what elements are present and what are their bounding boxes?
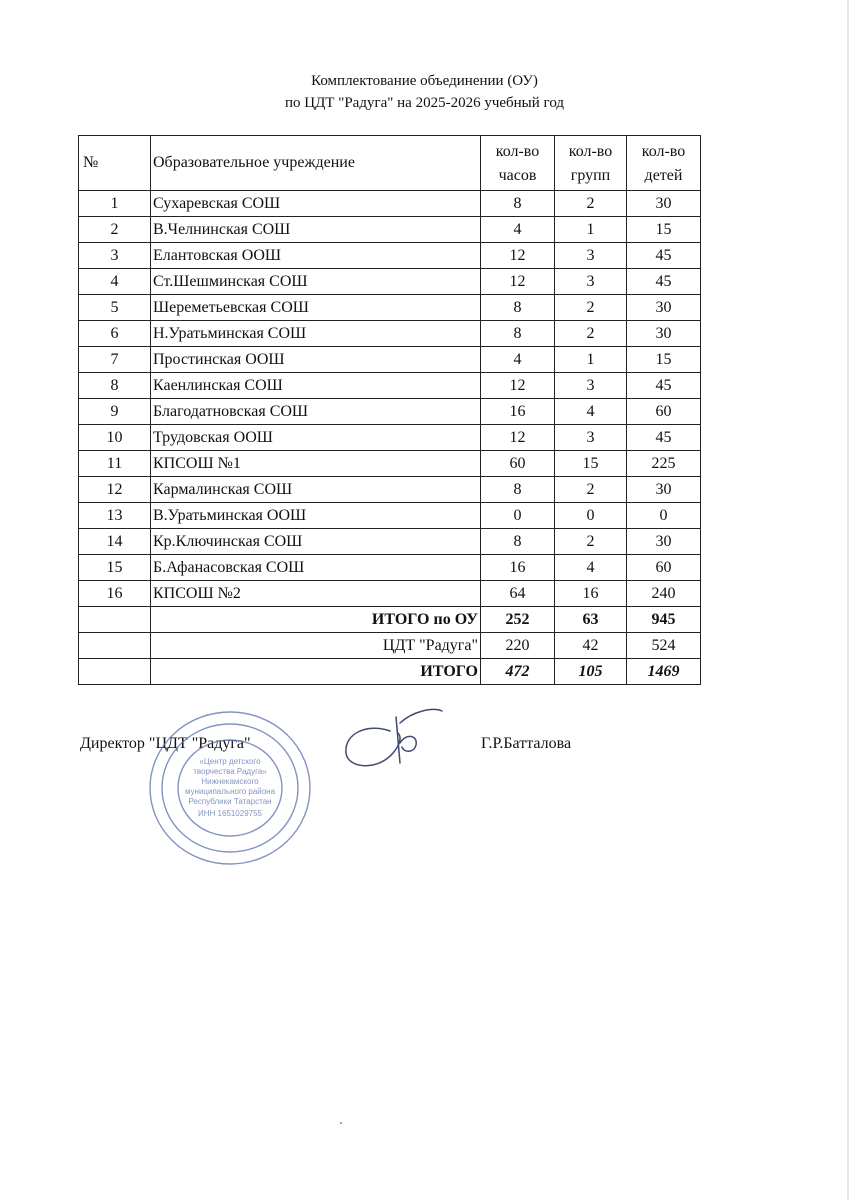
cell-hours: 64 (481, 581, 555, 607)
cell-num: 13 (79, 503, 151, 529)
cell-hours: 12 (481, 425, 555, 451)
cell-children: 15 (627, 347, 701, 373)
cell-school: Кармалинская СОШ (151, 477, 481, 503)
cell-groups: 4 (555, 555, 627, 581)
handwritten-signature (338, 703, 448, 773)
cell-children: 225 (627, 451, 701, 477)
enrollment-table (78, 135, 701, 685)
cell-children: 60 (627, 399, 701, 425)
column-header-hours-l2: часов (498, 167, 537, 184)
cell-school: Простинская ООШ (151, 347, 481, 373)
cell-hours: 8 (481, 529, 555, 555)
column-header-hours (481, 136, 555, 191)
cell-groups: 2 (555, 529, 627, 555)
total-hours: 472 (481, 659, 555, 685)
cell-children: 30 (627, 529, 701, 555)
cell-num: 8 (79, 373, 151, 399)
cell-groups: 3 (555, 425, 627, 451)
total-label: ЦДТ "Радуга" (151, 633, 481, 659)
table-row (79, 425, 701, 451)
cell-hours: 12 (481, 269, 555, 295)
column-header-groups (555, 136, 627, 191)
column-header-groups-l2: групп (570, 167, 611, 184)
director-name: Г.Р.Батталова (481, 735, 572, 752)
cell-num: 3 (79, 243, 151, 269)
cell-hours: 12 (481, 373, 555, 399)
cell-num: 10 (79, 425, 151, 451)
cell-num: 7 (79, 347, 151, 373)
table-row (79, 243, 701, 269)
total-children: 945 (627, 607, 701, 633)
table-row (79, 451, 701, 477)
column-header-children-l2: детей (644, 167, 683, 184)
total-row-cdt (79, 633, 701, 659)
cell-hours: 0 (481, 503, 555, 529)
cell-hours: 8 (481, 295, 555, 321)
cell-hours: 12 (481, 243, 555, 269)
cell-hours: 8 (481, 321, 555, 347)
cell-children: 45 (627, 373, 701, 399)
cell-children: 15 (627, 217, 701, 243)
cell-groups: 2 (555, 191, 627, 217)
cell-school: Шереметьевская СОШ (151, 295, 481, 321)
scan-speck (340, 1122, 342, 1124)
cell-num: 2 (79, 217, 151, 243)
cell-groups: 0 (555, 503, 627, 529)
total-hours: 252 (481, 607, 555, 633)
column-header-num: № (79, 136, 151, 191)
cell-school: КПСОШ №2 (151, 581, 481, 607)
cell-groups: 16 (555, 581, 627, 607)
cell-num: 12 (79, 477, 151, 503)
cell-hours: 60 (481, 451, 555, 477)
column-header-children-l1: кол-во (641, 143, 686, 160)
cell-empty (79, 659, 151, 685)
stamp-line-2: творчества Радуга» (193, 767, 267, 776)
table-row (79, 581, 701, 607)
cell-hours: 8 (481, 477, 555, 503)
cell-groups: 15 (555, 451, 627, 477)
column-header-children (627, 136, 701, 191)
cell-school: КПСОШ №1 (151, 451, 481, 477)
cell-num: 11 (79, 451, 151, 477)
cell-children: 45 (627, 269, 701, 295)
table-row (79, 295, 701, 321)
cell-num: 6 (79, 321, 151, 347)
table-row (79, 347, 701, 373)
column-header-name: Образовательное учреждение (151, 136, 481, 191)
total-groups: 42 (555, 633, 627, 659)
director-position: Директор "ЦДТ "Радуга" (80, 735, 251, 752)
cell-groups: 4 (555, 399, 627, 425)
cell-num: 16 (79, 581, 151, 607)
cell-groups: 2 (555, 321, 627, 347)
cell-empty (79, 633, 151, 659)
cell-groups: 2 (555, 477, 627, 503)
cell-school: В.Челнинская СОШ (151, 217, 481, 243)
table-row (79, 477, 701, 503)
cell-children: 60 (627, 555, 701, 581)
total-children: 524 (627, 633, 701, 659)
cell-groups: 1 (555, 217, 627, 243)
table-row (79, 191, 701, 217)
stamp-line-3: Нижнекамского (201, 777, 259, 786)
cell-groups: 3 (555, 269, 627, 295)
cell-groups: 2 (555, 295, 627, 321)
total-row-grand (79, 659, 701, 685)
cell-children: 240 (627, 581, 701, 607)
cell-hours: 4 (481, 347, 555, 373)
cell-num: 4 (79, 269, 151, 295)
cell-school: Ст.Шешминская СОШ (151, 269, 481, 295)
table-row (79, 399, 701, 425)
table-row (79, 529, 701, 555)
cell-hours: 16 (481, 399, 555, 425)
title-line-1: Комплектование объединении (ОУ) (311, 73, 538, 89)
table-row (79, 269, 701, 295)
table-header-row (79, 136, 701, 191)
column-header-groups-l1: кол-во (568, 143, 613, 160)
cell-num: 9 (79, 399, 151, 425)
total-label: ИТОГО по ОУ (151, 607, 481, 633)
cell-num: 15 (79, 555, 151, 581)
cell-school: В.Уратьминская ООШ (151, 503, 481, 529)
table-row (79, 503, 701, 529)
table-row (79, 321, 701, 347)
cell-children: 30 (627, 295, 701, 321)
document-title (0, 70, 849, 114)
total-children: 1469 (627, 659, 701, 685)
cell-school: Каенлинская СОШ (151, 373, 481, 399)
stamp-line-4: муниципального района (184, 787, 276, 796)
cell-num: 14 (79, 529, 151, 555)
table-row (79, 217, 701, 243)
cell-hours: 8 (481, 191, 555, 217)
cell-hours: 4 (481, 217, 555, 243)
column-header-hours-l1: кол-во (495, 143, 540, 160)
cell-school: Сухаревская СОШ (151, 191, 481, 217)
cell-groups: 3 (555, 243, 627, 269)
cell-school: Б.Афанасовская СОШ (151, 555, 481, 581)
stamp-line-6: ИНН 1651029755 (197, 809, 263, 818)
official-stamp (145, 708, 315, 868)
cell-empty (79, 607, 151, 633)
total-groups: 105 (555, 659, 627, 685)
title-line-2: по ЦДТ "Радуга" на 2025-2026 учебный год (284, 95, 565, 111)
cell-num: 1 (79, 191, 151, 217)
stamp-line-5: Республики Татарстан (188, 797, 272, 806)
cell-children: 30 (627, 321, 701, 347)
table-body (79, 191, 701, 685)
table-row (79, 555, 701, 581)
cell-children: 45 (627, 243, 701, 269)
total-label: ИТОГО (151, 659, 481, 685)
cell-children: 30 (627, 191, 701, 217)
cell-children: 0 (627, 503, 701, 529)
cell-groups: 3 (555, 373, 627, 399)
cell-school: Н.Уратьминская СОШ (151, 321, 481, 347)
stamp-line-1: «Центр детского (199, 757, 261, 766)
total-groups: 63 (555, 607, 627, 633)
cell-school: Кр.Ключинская СОШ (151, 529, 481, 555)
cell-hours: 16 (481, 555, 555, 581)
total-hours: 220 (481, 633, 555, 659)
cell-school: Трудовская ООШ (151, 425, 481, 451)
cell-groups: 1 (555, 347, 627, 373)
total-row-ou (79, 607, 701, 633)
cell-school: Елантовская ООШ (151, 243, 481, 269)
table-row (79, 373, 701, 399)
cell-num: 5 (79, 295, 151, 321)
cell-school: Благодатновская СОШ (151, 399, 481, 425)
cell-children: 30 (627, 477, 701, 503)
cell-children: 45 (627, 425, 701, 451)
